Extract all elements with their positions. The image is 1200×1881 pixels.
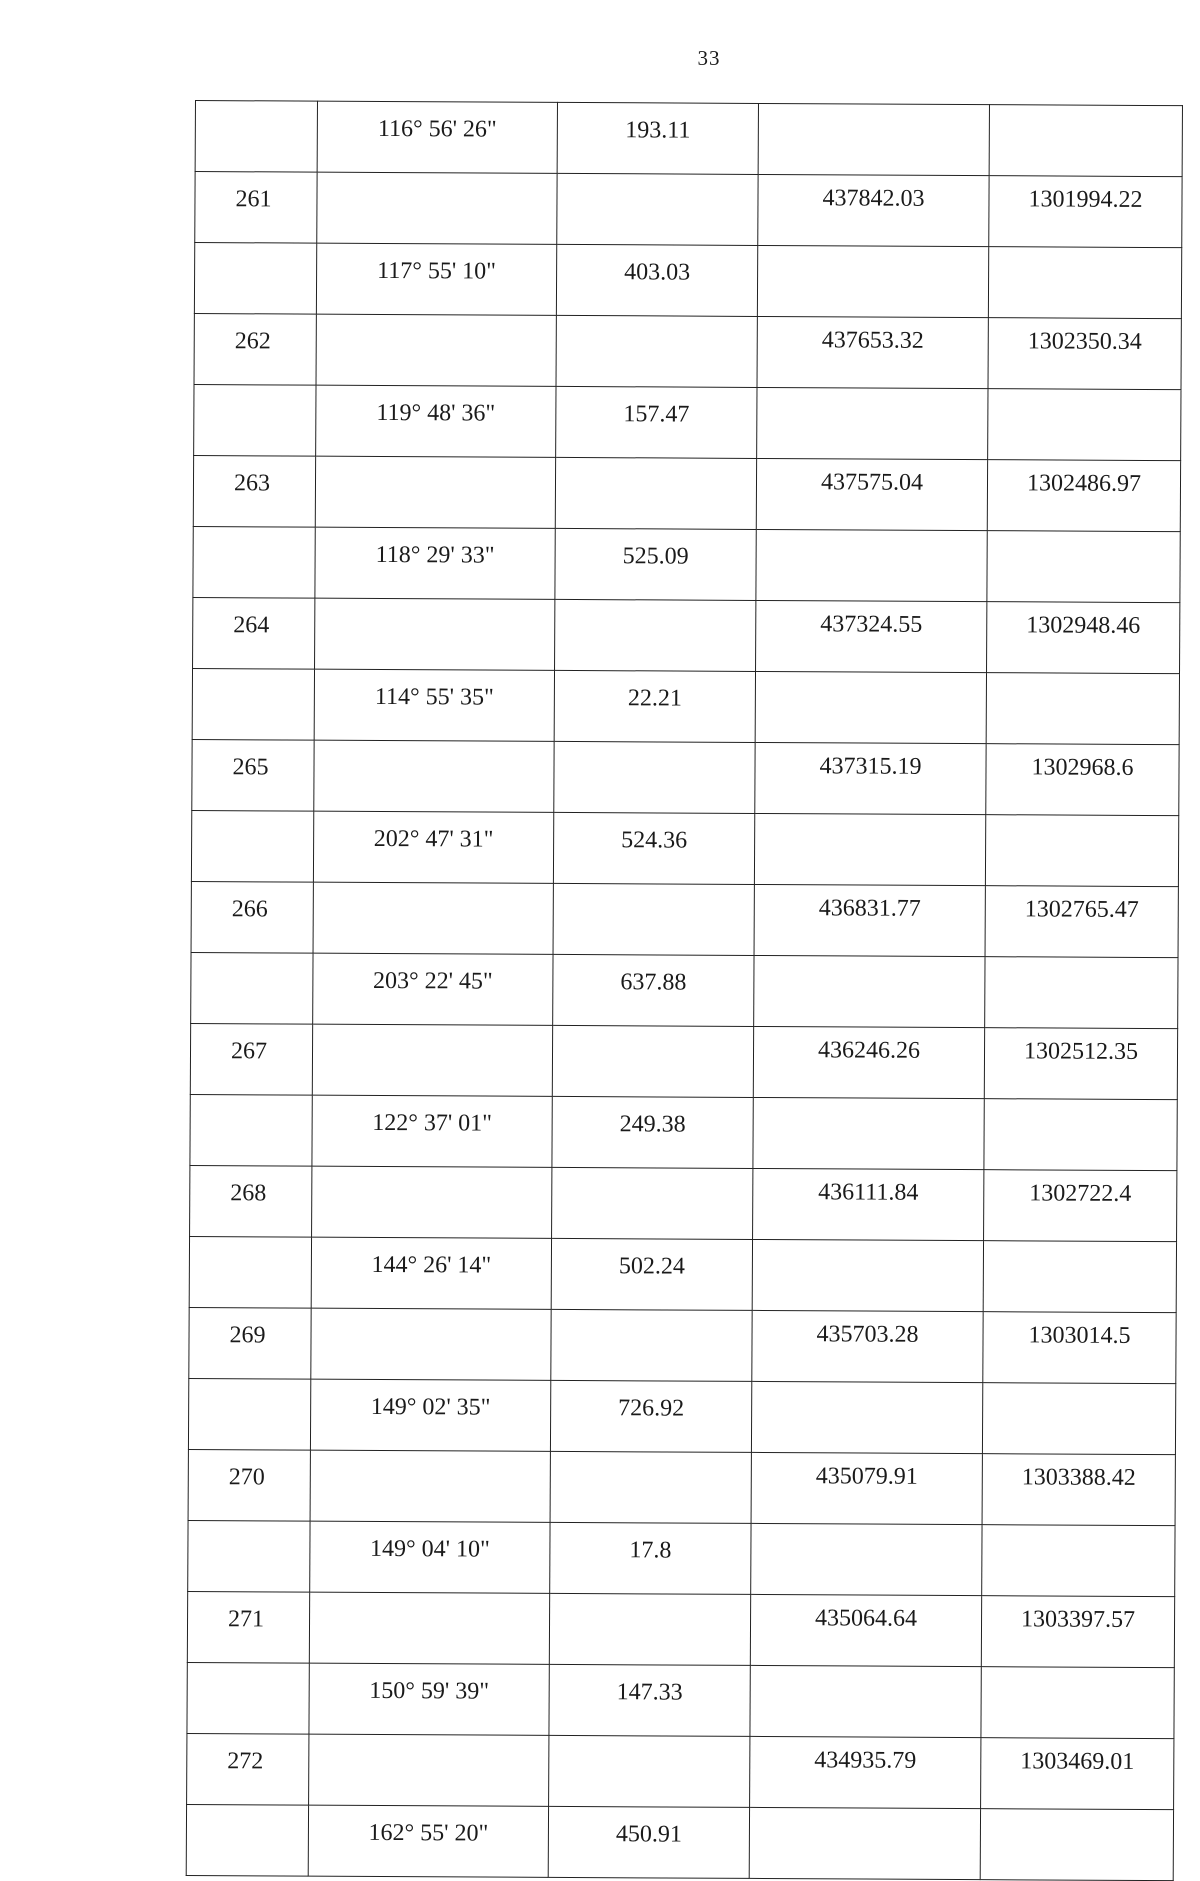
easting-cell (981, 1667, 1174, 1739)
point-row (194, 313, 1181, 389)
bearing-cell: 162° 55' 20" (308, 1805, 548, 1877)
easting-cell: 1302765.47 (985, 886, 1178, 958)
northing-cell (754, 955, 985, 1027)
bearing-cell: 203° 22' 45" (313, 953, 553, 1025)
bearing-cell: 202° 47' 31" (313, 811, 553, 883)
distance-cell: 249.38 (552, 1096, 753, 1168)
northing-cell (754, 813, 985, 885)
point-id-cell: 272 (187, 1733, 309, 1805)
northing-cell: 436246.26 (753, 1026, 984, 1098)
distance-cell (556, 315, 757, 387)
point-id-cell (194, 243, 316, 315)
bearing-cell (312, 1166, 552, 1238)
bearing-cell (309, 1592, 549, 1664)
northing-cell (751, 1523, 982, 1595)
bearing-cell (315, 456, 555, 528)
northing-cell: 434935.79 (750, 1736, 981, 1808)
easting-cell (985, 957, 1178, 1029)
distance-cell (550, 1451, 751, 1523)
point-id-cell: 270 (188, 1449, 310, 1521)
point-id-cell (186, 1804, 308, 1876)
bearing-cell: 118° 29' 33" (315, 527, 555, 599)
distance-cell: 525.09 (555, 528, 756, 600)
point-id-cell: 265 (192, 739, 314, 811)
distance-cell: 502.24 (551, 1238, 752, 1310)
easting-cell (988, 389, 1181, 461)
distance-cell (549, 1593, 750, 1665)
point-id-cell (192, 668, 314, 740)
easting-cell: 1301994.22 (989, 176, 1182, 248)
course-row (189, 1236, 1176, 1312)
point-id-cell: 263 (193, 455, 315, 527)
easting-cell (983, 1241, 1176, 1313)
easting-cell: 1302722.4 (984, 1170, 1177, 1242)
northing-cell: 437842.03 (758, 174, 989, 246)
distance-cell (555, 599, 756, 671)
easting-cell (985, 815, 1178, 887)
easting-cell: 1303388.42 (982, 1454, 1175, 1526)
point-id-cell: 261 (195, 172, 317, 244)
distance-cell (552, 1025, 753, 1097)
point-id-cell (195, 101, 317, 173)
point-row (190, 1023, 1177, 1099)
course-row (193, 526, 1180, 602)
point-row (190, 1165, 1177, 1241)
point-id-cell (193, 526, 315, 598)
point-row (193, 455, 1180, 531)
point-id-cell (191, 952, 313, 1024)
bearing-cell (314, 740, 554, 812)
survey-coordinates-table (186, 100, 1183, 1881)
easting-cell: 1302512.35 (984, 1028, 1177, 1100)
point-id-cell: 262 (194, 313, 316, 385)
point-id-cell: 266 (191, 881, 313, 953)
distance-cell: 22.21 (554, 670, 755, 742)
course-row (190, 1094, 1177, 1170)
bearing-cell (309, 1734, 549, 1806)
course-row (191, 810, 1178, 886)
course-row (194, 384, 1181, 460)
northing-cell (749, 1807, 980, 1879)
northing-cell: 435064.64 (750, 1594, 981, 1666)
northing-cell (755, 671, 986, 743)
bearing-cell: 150° 59' 39" (309, 1663, 549, 1735)
easting-cell (987, 531, 1180, 603)
northing-cell: 437315.19 (755, 742, 986, 814)
bearing-cell (310, 1450, 550, 1522)
easting-cell: 1302486.97 (987, 460, 1180, 532)
bearing-cell: 149° 02' 35" (310, 1379, 550, 1451)
point-row (189, 1307, 1176, 1383)
point-id-cell: 268 (190, 1165, 312, 1237)
point-row (187, 1733, 1174, 1809)
northing-cell: 436111.84 (753, 1168, 984, 1240)
easting-cell: 1303397.57 (981, 1596, 1174, 1668)
northing-cell: 436831.77 (754, 884, 985, 956)
distance-cell: 726.92 (550, 1380, 751, 1452)
bearing-cell: 117° 55' 10" (316, 243, 556, 315)
easting-cell (982, 1525, 1175, 1597)
course-row (191, 952, 1178, 1028)
easting-cell (982, 1383, 1175, 1455)
distance-cell (554, 741, 755, 813)
easting-cell: 1303469.01 (981, 1738, 1174, 1810)
point-id-cell: 264 (193, 597, 315, 669)
distance-cell (557, 173, 758, 245)
point-id-cell (187, 1662, 309, 1734)
distance-cell: 17.8 (550, 1522, 751, 1594)
point-row (195, 172, 1182, 248)
northing-cell (757, 245, 988, 317)
point-row (193, 597, 1180, 673)
course-row (188, 1378, 1175, 1454)
northing-cell (756, 529, 987, 601)
distance-cell: 193.11 (557, 102, 758, 174)
distance-cell: 524.36 (553, 812, 754, 884)
point-id-cell (194, 384, 316, 456)
point-row (192, 739, 1179, 815)
easting-cell: 1302968.6 (986, 744, 1179, 816)
point-id-cell: 269 (189, 1307, 311, 1379)
bearing-cell: 119° 48' 36" (316, 385, 556, 457)
point-row (188, 1449, 1175, 1525)
point-id-cell (190, 1094, 312, 1166)
bearing-cell (311, 1308, 551, 1380)
distance-cell: 403.03 (556, 244, 757, 316)
distance-cell (553, 883, 754, 955)
northing-cell: 435079.91 (751, 1452, 982, 1524)
bearing-cell: 114° 55' 35" (314, 669, 554, 741)
easting-cell (986, 673, 1179, 745)
point-id-cell (188, 1378, 310, 1450)
northing-cell (758, 103, 989, 175)
bearing-cell: 122° 37' 01" (312, 1095, 552, 1167)
course-row (194, 243, 1181, 319)
northing-cell (753, 1097, 984, 1169)
survey-table-body (186, 101, 1182, 1881)
northing-cell (750, 1665, 981, 1737)
easting-cell (980, 1809, 1173, 1881)
easting-cell: 1302350.34 (988, 318, 1181, 390)
northing-cell (751, 1381, 982, 1453)
easting-cell: 1302948.46 (987, 602, 1180, 674)
bearing-cell: 144° 26' 14" (311, 1237, 551, 1309)
distance-cell: 637.88 (553, 954, 754, 1026)
distance-cell (555, 457, 756, 529)
point-id-cell: 267 (190, 1023, 312, 1095)
course-row (186, 1804, 1173, 1880)
northing-cell (757, 387, 988, 459)
point-id-cell (189, 1236, 311, 1308)
distance-cell: 450.91 (548, 1806, 749, 1878)
course-row (195, 101, 1182, 177)
northing-cell: 437575.04 (756, 458, 987, 530)
course-row (187, 1662, 1174, 1738)
bearing-cell: 116° 56' 26" (317, 101, 557, 173)
point-row (187, 1591, 1174, 1667)
easting-cell: 1303014.5 (983, 1312, 1176, 1384)
bearing-cell: 149° 04' 10" (310, 1521, 550, 1593)
easting-cell (984, 1099, 1177, 1171)
distance-cell (552, 1167, 753, 1239)
point-id-cell: 271 (187, 1591, 309, 1663)
northing-cell: 437324.55 (756, 600, 987, 672)
bearing-cell (312, 1024, 552, 1096)
northing-cell (752, 1239, 983, 1311)
easting-cell (988, 247, 1181, 319)
point-row (191, 881, 1178, 957)
page-number: 33 (697, 46, 721, 70)
point-id-cell (188, 1520, 310, 1592)
distance-cell: 147.33 (549, 1664, 750, 1736)
bearing-cell (315, 598, 555, 670)
distance-cell (549, 1735, 750, 1807)
easting-cell (989, 105, 1182, 177)
bearing-cell (313, 882, 553, 954)
course-row (188, 1520, 1175, 1596)
bearing-cell (317, 172, 557, 244)
course-row (192, 668, 1179, 744)
northing-cell: 435703.28 (752, 1310, 983, 1382)
distance-cell: 157.47 (556, 386, 757, 458)
bearing-cell (316, 314, 556, 386)
northing-cell: 437653.32 (757, 316, 988, 388)
distance-cell (551, 1309, 752, 1381)
point-id-cell (191, 810, 313, 882)
